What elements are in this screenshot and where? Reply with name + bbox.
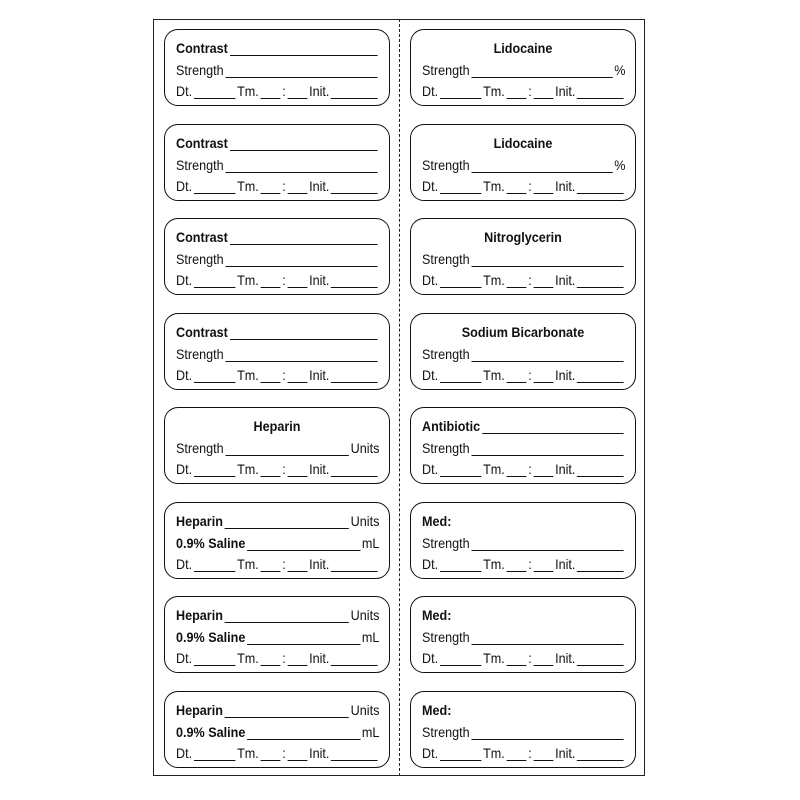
date-time-row: [176, 271, 379, 288]
time-label: Tm.: [483, 745, 505, 761]
strength-label: Strength: [422, 346, 470, 362]
time-colon: :: [528, 367, 532, 383]
minute-blank: [288, 748, 308, 761]
time-label: Tm.: [237, 272, 259, 288]
hour-blank: [261, 370, 281, 383]
time-label: Tm.: [483, 461, 505, 477]
strength-label: Strength: [176, 157, 224, 173]
drug-name: Heparin: [176, 607, 223, 623]
time-colon: :: [282, 556, 286, 572]
strength-row: [422, 250, 625, 267]
saline-blank: [247, 727, 360, 740]
label-heparin-saline-2[interactable]: [164, 596, 390, 673]
saline-name: 0.9% Saline: [176, 535, 246, 551]
initials-blank: [331, 86, 377, 99]
hour-blank: [507, 181, 527, 194]
minute-blank: [534, 86, 554, 99]
hour-blank: [261, 559, 281, 572]
label-contrast-3[interactable]: [164, 218, 390, 295]
label-lidocaine-1[interactable]: [410, 29, 636, 106]
label-contrast-2[interactable]: [164, 124, 390, 201]
strength-blank: [471, 632, 623, 645]
saline-row: [176, 723, 379, 740]
name-blank: [225, 705, 349, 718]
minute-blank: [534, 275, 554, 288]
strength-label: Strength: [176, 251, 224, 267]
time-colon: :: [528, 461, 532, 477]
strength-label: Strength: [422, 535, 470, 551]
minute-blank: [288, 181, 308, 194]
minute-blank: [534, 370, 554, 383]
hour-blank: [261, 464, 281, 477]
initials-label: Init.: [309, 367, 330, 383]
percent-label: %: [614, 62, 626, 78]
time-colon: :: [282, 461, 286, 477]
date-label: Dt.: [176, 367, 193, 383]
initials-blank: [331, 748, 377, 761]
date-blank: [194, 559, 235, 572]
initials-label: Init.: [555, 272, 576, 288]
drug-name: Heparin: [253, 418, 301, 434]
strength-row: [176, 156, 379, 173]
date-blank: [440, 464, 481, 477]
label-med-2[interactable]: [410, 596, 636, 673]
initials-blank: [331, 559, 377, 572]
name-row: [176, 701, 379, 718]
hour-blank: [261, 86, 281, 99]
time-label: Tm.: [237, 745, 259, 761]
name-row: [176, 228, 379, 245]
strength-label: Strength: [176, 440, 224, 456]
label-heparin-units[interactable]: [164, 407, 390, 484]
strength-blank: [471, 254, 623, 267]
date-label: Dt.: [422, 461, 439, 477]
drug-name: Heparin: [176, 702, 223, 718]
initials-label: Init.: [309, 272, 330, 288]
title-row: [422, 39, 624, 56]
initials-label: Init.: [309, 461, 330, 477]
hour-blank: [507, 748, 527, 761]
saline-name: 0.9% Saline: [176, 724, 246, 740]
drug-name: Lidocaine: [493, 40, 553, 56]
date-time-row: [176, 649, 379, 666]
date-blank: [440, 86, 481, 99]
drug-name: Contrast: [176, 40, 228, 56]
time-colon: :: [282, 367, 286, 383]
label-heparin-saline-3[interactable]: [164, 691, 390, 768]
time-label: Tm.: [237, 367, 259, 383]
initials-blank: [331, 275, 377, 288]
strength-label: Strength: [422, 629, 470, 645]
date-label: Dt.: [176, 745, 193, 761]
initials-label: Init.: [309, 556, 330, 572]
strength-row: [422, 156, 625, 173]
date-time-row: [422, 271, 625, 288]
hour-blank: [261, 653, 281, 666]
drug-name: Lidocaine: [493, 135, 553, 151]
initials-label: Init.: [555, 745, 576, 761]
date-label: Dt.: [422, 556, 439, 572]
title-row: [422, 323, 624, 340]
date-label: Dt.: [422, 272, 439, 288]
date-blank: [194, 275, 235, 288]
strength-row: [422, 61, 625, 78]
saline-name: 0.9% Saline: [176, 629, 246, 645]
time-label: Tm.: [483, 83, 505, 99]
units-label: Units: [350, 607, 380, 623]
minute-blank: [534, 181, 554, 194]
date-time-row: [176, 460, 379, 477]
strength-label: Strength: [176, 62, 224, 78]
name-blank: [225, 610, 349, 623]
initials-blank: [577, 653, 623, 666]
initials-label: Init.: [555, 650, 576, 666]
drug-name: Heparin: [176, 513, 223, 529]
date-blank: [194, 748, 235, 761]
date-blank: [194, 370, 235, 383]
label-antibiotic[interactable]: [410, 407, 636, 484]
name-row: [176, 323, 379, 340]
drug-name: Contrast: [176, 229, 228, 245]
name-blank: [230, 327, 378, 340]
time-label: Tm.: [237, 461, 259, 477]
name-blank: [482, 421, 624, 434]
initials-blank: [577, 559, 623, 572]
date-label: Dt.: [176, 83, 193, 99]
date-blank: [440, 748, 481, 761]
initials-label: Init.: [309, 83, 330, 99]
name-row: [176, 39, 379, 56]
date-label: Dt.: [176, 178, 193, 194]
name-row: [176, 512, 379, 529]
time-colon: :: [282, 178, 286, 194]
strength-row: [422, 534, 625, 551]
initials-label: Init.: [309, 650, 330, 666]
minute-blank: [288, 86, 308, 99]
date-blank: [440, 559, 481, 572]
percent-label: %: [614, 157, 626, 173]
initials-blank: [331, 653, 377, 666]
time-label: Tm.: [237, 556, 259, 572]
minute-blank: [288, 653, 308, 666]
initials-blank: [331, 370, 377, 383]
label-heparin-saline-1[interactable]: [164, 502, 390, 579]
hour-blank: [507, 370, 527, 383]
minute-blank: [534, 559, 554, 572]
initials-blank: [577, 748, 623, 761]
initials-label: Init.: [555, 178, 576, 194]
hour-blank: [507, 559, 527, 572]
time-colon: :: [528, 272, 532, 288]
date-time-row: [422, 649, 625, 666]
date-blank: [194, 653, 235, 666]
minute-blank: [288, 275, 308, 288]
drug-name: Sodium Bicarbonate: [461, 324, 585, 340]
label-lidocaine-2[interactable]: [410, 124, 636, 201]
time-colon: :: [528, 556, 532, 572]
strength-label: Strength: [176, 346, 224, 362]
hour-blank: [261, 181, 281, 194]
date-label: Dt.: [176, 461, 193, 477]
time-label: Tm.: [483, 272, 505, 288]
date-time-row: [176, 177, 379, 194]
hour-blank: [507, 464, 527, 477]
label-contrast-1[interactable]: [164, 29, 390, 106]
date-time-row: [422, 744, 625, 761]
strength-row: [176, 250, 379, 267]
initials-blank: [577, 464, 623, 477]
initials-blank: [577, 86, 623, 99]
date-time-row: [422, 82, 625, 99]
time-colon: :: [528, 650, 532, 666]
strength-blank: [471, 443, 623, 456]
date-blank: [440, 370, 481, 383]
date-time-row: [422, 366, 625, 383]
date-blank: [194, 181, 235, 194]
name-row: [422, 701, 625, 718]
initials-blank: [577, 275, 623, 288]
initials-label: Init.: [555, 367, 576, 383]
drug-name: Nitroglycerin: [484, 229, 562, 245]
label-sodium-bicarbonate[interactable]: [410, 313, 636, 390]
minute-blank: [288, 559, 308, 572]
initials-label: Init.: [309, 178, 330, 194]
strength-blank: [471, 349, 623, 362]
hour-blank: [261, 275, 281, 288]
strength-blank: [225, 160, 377, 173]
initials-blank: [331, 464, 377, 477]
ml-label: mL: [361, 724, 380, 740]
label-med-3[interactable]: [410, 691, 636, 768]
minute-blank: [534, 464, 554, 477]
time-colon: :: [282, 650, 286, 666]
name-row: [422, 606, 625, 623]
initials-label: Init.: [309, 745, 330, 761]
drug-name: Contrast: [176, 324, 228, 340]
units-label: Units: [350, 513, 380, 529]
name-row: [422, 417, 625, 434]
title-row: [422, 228, 624, 245]
initials-blank: [331, 181, 377, 194]
strength-blank: [225, 254, 377, 267]
name-row: [422, 512, 625, 529]
date-time-row: [176, 366, 379, 383]
strength-blank: [225, 349, 377, 362]
drug-name: Med:: [422, 607, 452, 623]
title-row: [422, 134, 624, 151]
time-label: Tm.: [237, 178, 259, 194]
date-blank: [440, 653, 481, 666]
date-blank: [194, 86, 235, 99]
hour-blank: [507, 86, 527, 99]
strength-blank: [471, 160, 612, 173]
date-blank: [440, 275, 481, 288]
label-nitroglycerin[interactable]: [410, 218, 636, 295]
date-label: Dt.: [422, 650, 439, 666]
drug-name: Contrast: [176, 135, 228, 151]
title-row: [176, 417, 378, 434]
time-label: Tm.: [483, 650, 505, 666]
ml-label: mL: [361, 629, 380, 645]
date-label: Dt.: [422, 83, 439, 99]
date-label: Dt.: [176, 650, 193, 666]
drug-name: Med:: [422, 513, 452, 529]
time-colon: :: [282, 83, 286, 99]
initials-label: Init.: [555, 461, 576, 477]
time-label: Tm.: [237, 650, 259, 666]
date-label: Dt.: [422, 178, 439, 194]
strength-blank: [225, 443, 348, 456]
time-label: Tm.: [483, 178, 505, 194]
name-blank: [230, 43, 378, 56]
strength-blank: [471, 538, 623, 551]
strength-label: Strength: [422, 251, 470, 267]
strength-label: Strength: [422, 440, 470, 456]
strength-label: Strength: [422, 724, 470, 740]
name-blank: [230, 232, 378, 245]
initials-label: Init.: [555, 556, 576, 572]
strength-row: [176, 61, 379, 78]
name-blank: [225, 516, 349, 529]
time-colon: :: [282, 745, 286, 761]
time-colon: :: [528, 83, 532, 99]
drug-name: Antibiotic: [422, 418, 481, 434]
minute-blank: [288, 370, 308, 383]
strength-row: [422, 628, 625, 645]
time-label: Tm.: [483, 556, 505, 572]
strength-row: [176, 345, 379, 362]
strength-row: [176, 439, 379, 456]
date-blank: [194, 464, 235, 477]
initials-blank: [577, 181, 623, 194]
label-med-1[interactable]: [410, 502, 636, 579]
date-label: Dt.: [422, 367, 439, 383]
drug-name: Med:: [422, 702, 452, 718]
strength-blank: [471, 65, 612, 78]
date-blank: [440, 181, 481, 194]
saline-blank: [247, 632, 360, 645]
time-colon: :: [528, 178, 532, 194]
strength-blank: [471, 727, 623, 740]
strength-label: Strength: [422, 62, 470, 78]
strength-blank: [225, 65, 377, 78]
time-label: Tm.: [237, 83, 259, 99]
units-label: Units: [350, 702, 380, 718]
saline-row: [176, 628, 379, 645]
date-time-row: [176, 744, 379, 761]
saline-blank: [247, 538, 360, 551]
perforation-line: [399, 19, 400, 776]
hour-blank: [507, 653, 527, 666]
strength-row: [422, 345, 625, 362]
date-time-row: [176, 82, 379, 99]
date-label: Dt.: [176, 556, 193, 572]
date-time-row: [422, 555, 625, 572]
minute-blank: [288, 464, 308, 477]
time-label: Tm.: [483, 367, 505, 383]
minute-blank: [534, 748, 554, 761]
hour-blank: [261, 748, 281, 761]
strength-label: Strength: [422, 157, 470, 173]
strength-row: [422, 723, 625, 740]
strength-row: [422, 439, 625, 456]
ml-label: mL: [361, 535, 380, 551]
units-label: Units: [350, 440, 380, 456]
name-blank: [230, 138, 378, 151]
hour-blank: [507, 275, 527, 288]
minute-blank: [534, 653, 554, 666]
name-row: [176, 134, 379, 151]
saline-row: [176, 534, 379, 551]
label-contrast-4[interactable]: [164, 313, 390, 390]
time-colon: :: [528, 745, 532, 761]
date-time-row: [176, 555, 379, 572]
name-row: [176, 606, 379, 623]
date-label: Dt.: [422, 745, 439, 761]
time-colon: :: [282, 272, 286, 288]
date-time-row: [422, 460, 625, 477]
initials-label: Init.: [555, 83, 576, 99]
date-label: Dt.: [176, 272, 193, 288]
initials-blank: [577, 370, 623, 383]
date-time-row: [422, 177, 625, 194]
